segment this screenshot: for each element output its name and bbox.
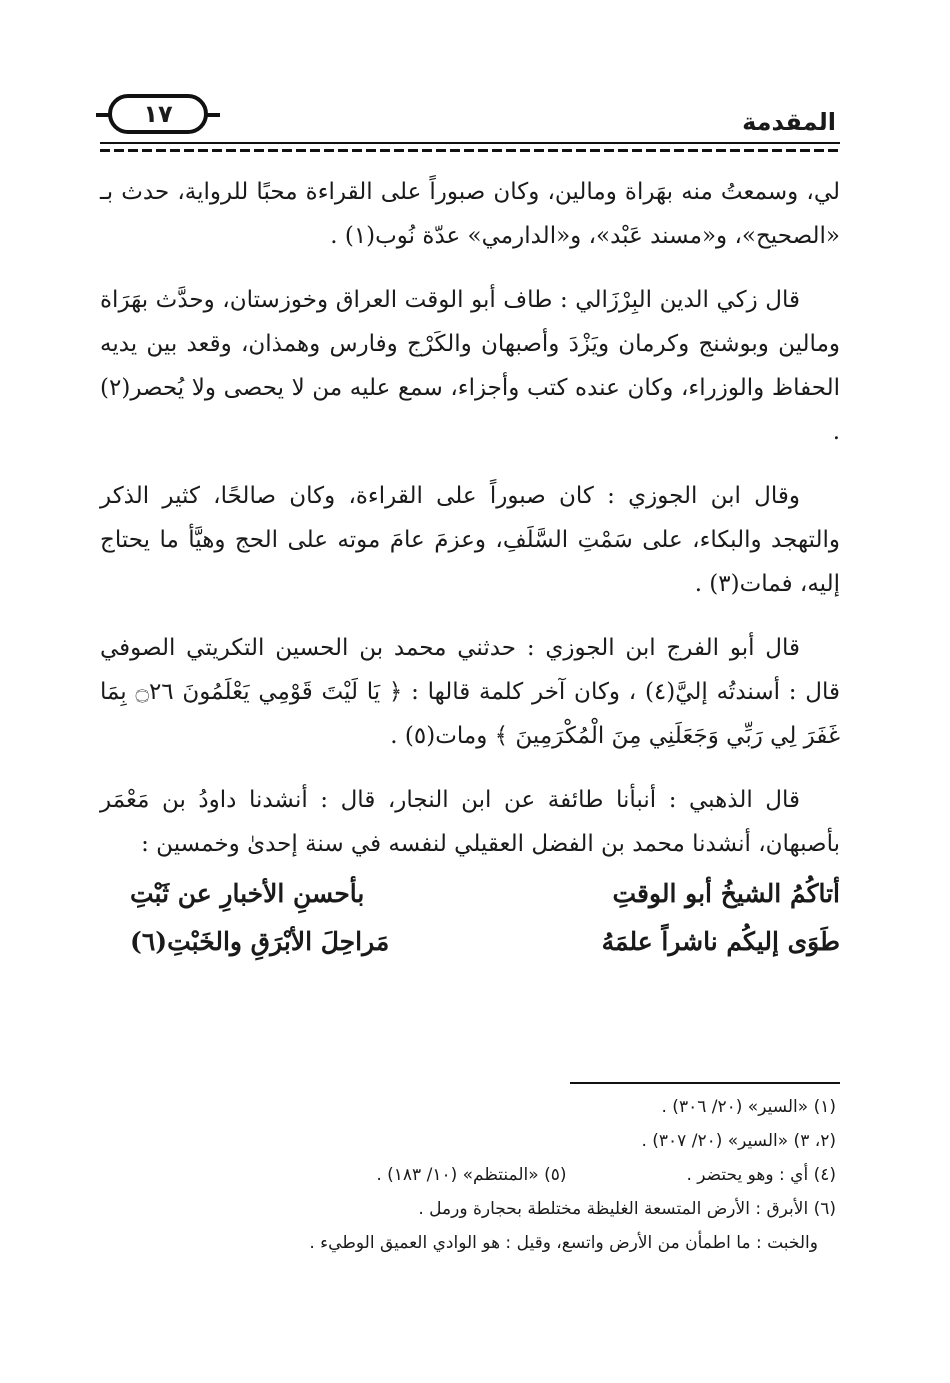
footnotes <box>100 1090 836 1260</box>
poem-hemistich: مَراحِلَ الأبْرَقِ والخَبْتِ(٦) <box>130 927 390 956</box>
footnote-row <box>100 1158 836 1192</box>
paragraph: قال زكي الدين البِرْزَالي : طاف أبو الوقت العراق وخوزستان، وحدَّث بهَرَاة ومالين وبوشنج وكرمان ويَزْدَ وأصبهان والكَرْج وفارس وهمذان، وقعد بين يديه الحفاظ والوزراء، وكان عنده كتب وأجزاء، سمع عليه من لا يحصى ولا يُحصر(٢) . <box>100 287 840 445</box>
footnote: (٤) أي : وهو يحتضر . <box>686 1165 836 1185</box>
poem-hemistich: أتاكُمُ الشيخُ أبو الوقتِ <box>612 879 840 908</box>
footnote-separator <box>570 1082 840 1084</box>
poem-verse <box>100 870 840 918</box>
main-text <box>100 170 840 966</box>
footnote: (٥) «المنتظم» (١٠/ ١٨٣) . <box>376 1165 567 1185</box>
footnote: (٢، ٣) «السير» (٢٠/ ٣٠٧) . <box>641 1131 836 1151</box>
paragraph: قال أبو الفرج ابن الجوزي : حدثني محمد بن الحسين التكريتي الصوفي قال : أسندتُه إليَّ(٤) ، وكان آخر كلمة قالها : ﴿ يَا لَيْتَ قَوْمِي يَعْلَمُونَ ۝٢٦ بِمَا غَفَرَ لِي رَبِّي وَجَعَلَنِي مِنَ الْمُكْرَمِينَ ﴾ ومات(٥) . <box>100 635 840 749</box>
footnote: (١) «السير» (٢٠/ ٣٠٦) . <box>661 1097 836 1117</box>
paragraph: قال الذهبي : أنبأنا طائفة عن ابن النجار، قال : أنشدنا داودُ بن مَعْمَر بأصبهان، أنشدنا محمد بن الفضل العقيلي لنفسه في سنة إحدىٰ وخمسين : <box>100 787 840 857</box>
poem <box>100 870 840 966</box>
footnote: (٦) الأبرق : الأرض المتسعة الغليظة مختلطة بحجارة ورمل . <box>418 1199 836 1219</box>
paragraph: لي، وسمعتُ منه بهَراة ومالين، وكان صبوراً على القراءة محبًا للرواية، حدث بـ «الصحيح»، و«مسند عَبْد»، و«الدارمي» عدّة نُوب(١) . <box>100 179 840 249</box>
page-number-badge <box>108 94 208 134</box>
poem-hemistich: بأحسنِ الأخبارِ عن ثَبْتِ <box>130 879 365 908</box>
poem-verse <box>100 918 840 966</box>
running-head: المقدمة <box>742 108 836 136</box>
paragraph: وقال ابن الجوزي : كان صبوراً على القراءة، وكان صالحًا، كثير الذكر والتهجد والبكاء، على سَمْتِ السَّلَفِ، وعزمَ عامَ موته على الحج وهيَّأ ما يحتاج إليه، فمات(٣) . <box>100 483 840 597</box>
header-rule <box>100 142 840 152</box>
poem-hemistich: طَوَى إليكُم ناشراً علمَهُ <box>601 927 840 956</box>
page-header <box>100 90 840 150</box>
footnote-continuation: والخبت : ما اطمأن من الأرض واتسع، وقيل : هو الوادي العميق الوطيء . <box>309 1233 818 1253</box>
page-number: ١٧ <box>143 100 173 128</box>
